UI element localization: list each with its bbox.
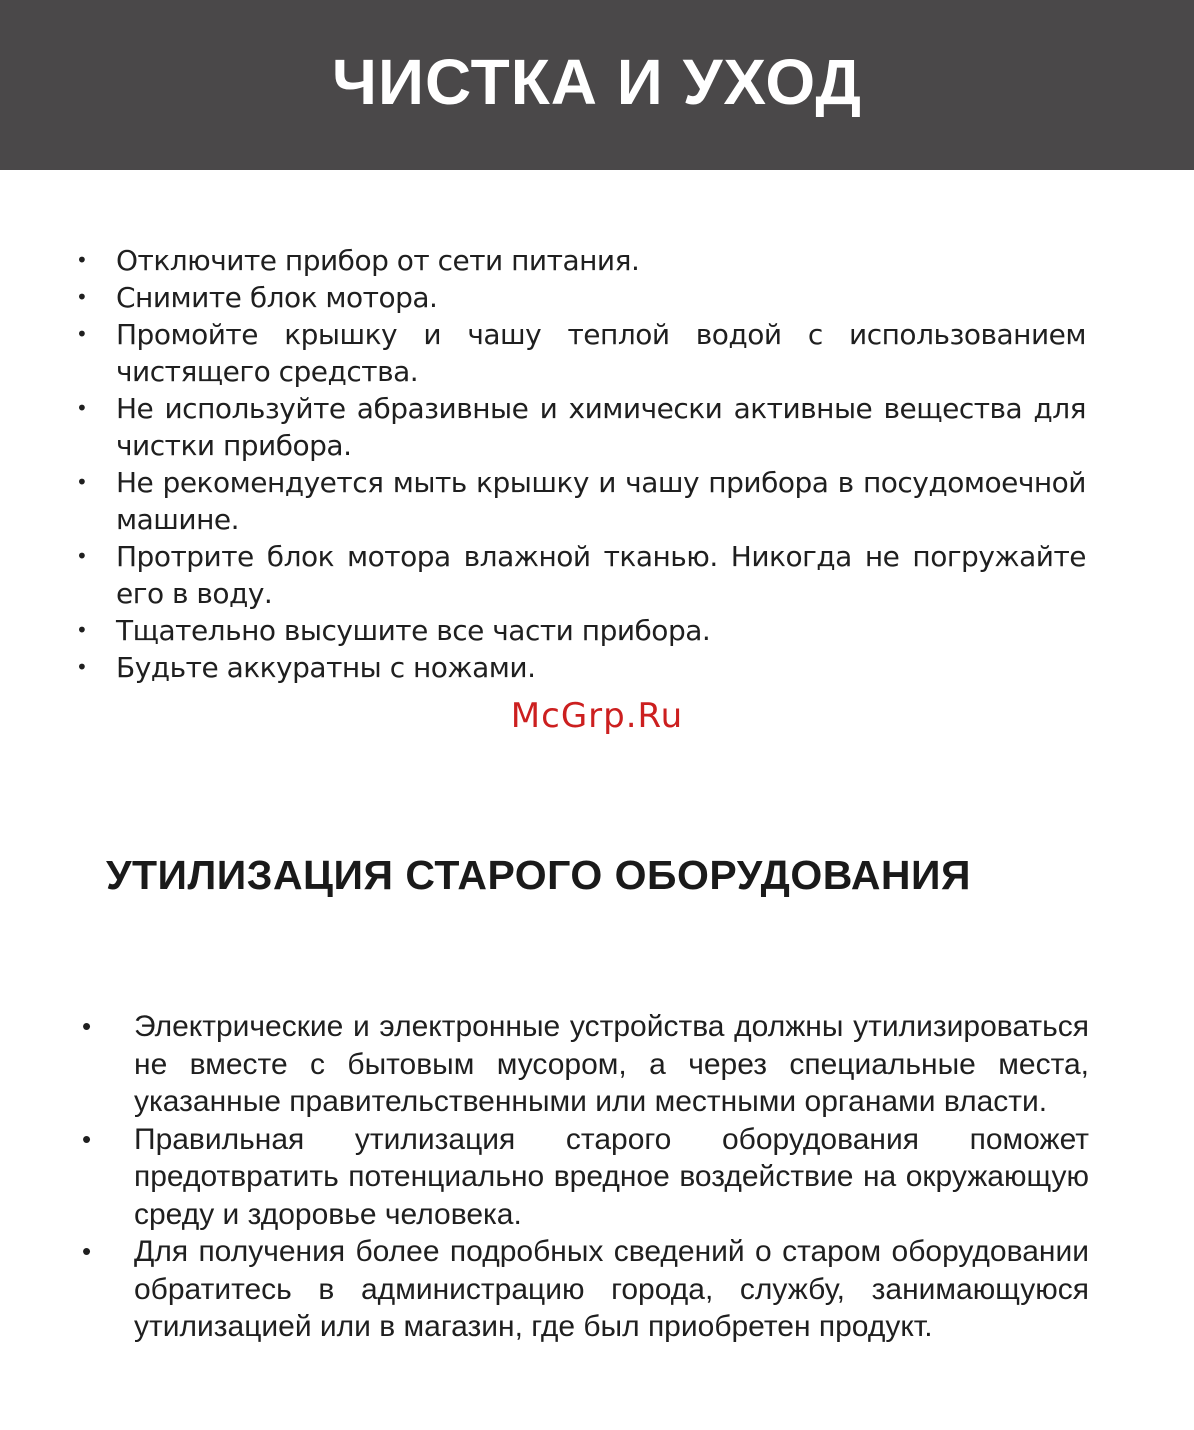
bullet-icon: • <box>82 1236 92 1266</box>
bullet-icon: • <box>82 1123 92 1154</box>
list-item <box>70 464 1086 538</box>
list-item-text: Правильная утилизация старого оборудования поможет предотвратить потенциально вредное воздействие на окружающую среду и здоровье человека. <box>134 1122 1089 1231</box>
list-item-text: Не рекомендуется мыть крышку и чашу прибора в посудомоечной машине. <box>116 466 1086 536</box>
list-item-text: Протрите блок мотора влажной тканью. Никогда не погружайте его в воду. <box>116 540 1086 610</box>
list-item <box>78 1008 1089 1121</box>
list-item <box>70 279 1086 316</box>
bullet-icon: • <box>76 285 88 309</box>
list-item-text: Отключите прибор от сети питания. <box>116 244 640 277</box>
list-item-text: Электрические и электронные устройства должны утилизироваться не вместе с бытовым мусором, а через специальные места, указанные правительственными или местными органами власти. <box>134 1010 1089 1118</box>
header-band <box>0 0 1194 170</box>
bullet-icon: • <box>76 248 88 272</box>
bullet-icon: • <box>82 1011 92 1041</box>
bullet-icon: • <box>76 618 88 642</box>
list-item-text: Снимите блок мотора. <box>116 281 438 314</box>
watermark: McGrp.Ru <box>510 696 684 736</box>
list-item-text: Промойте крышку и чашу теплой водой с использованием чистящего средства. <box>116 318 1086 388</box>
list-item-text: Будьте аккуратны с ножами. <box>116 651 536 684</box>
list-item <box>70 612 1086 649</box>
disposal-list <box>78 1008 1089 1346</box>
list-item <box>78 1121 1089 1234</box>
list-item <box>78 1233 1089 1346</box>
bullet-icon: • <box>76 655 88 679</box>
list-item-text: Тщательно высушите все части прибора. <box>116 614 711 647</box>
list-item-text: Для получения более подробных сведений о старом оборудовании обратитесь в администрацию города, службу, занимающуюся утилизацией или в магазин, где был приобретен продукт. <box>134 1235 1089 1343</box>
bullet-icon: • <box>76 544 88 568</box>
list-item <box>70 649 1086 686</box>
list-item <box>70 242 1086 279</box>
list-item-text: Не используйте абразивные и химически активные вещества для чистки прибора. <box>116 392 1086 462</box>
list-item <box>70 316 1086 390</box>
list-item <box>70 390 1086 464</box>
section-title: УТИЛИЗАЦИЯ СТАРОГО ОБОРУДОВАНИЯ <box>106 852 971 898</box>
list-item <box>70 538 1086 612</box>
bullet-icon: • <box>76 322 88 346</box>
page-title: ЧИСТКА И УХОД <box>332 46 862 118</box>
bullet-icon: • <box>76 470 88 494</box>
care-instructions-list <box>70 242 1086 686</box>
bullet-icon: • <box>76 396 88 420</box>
